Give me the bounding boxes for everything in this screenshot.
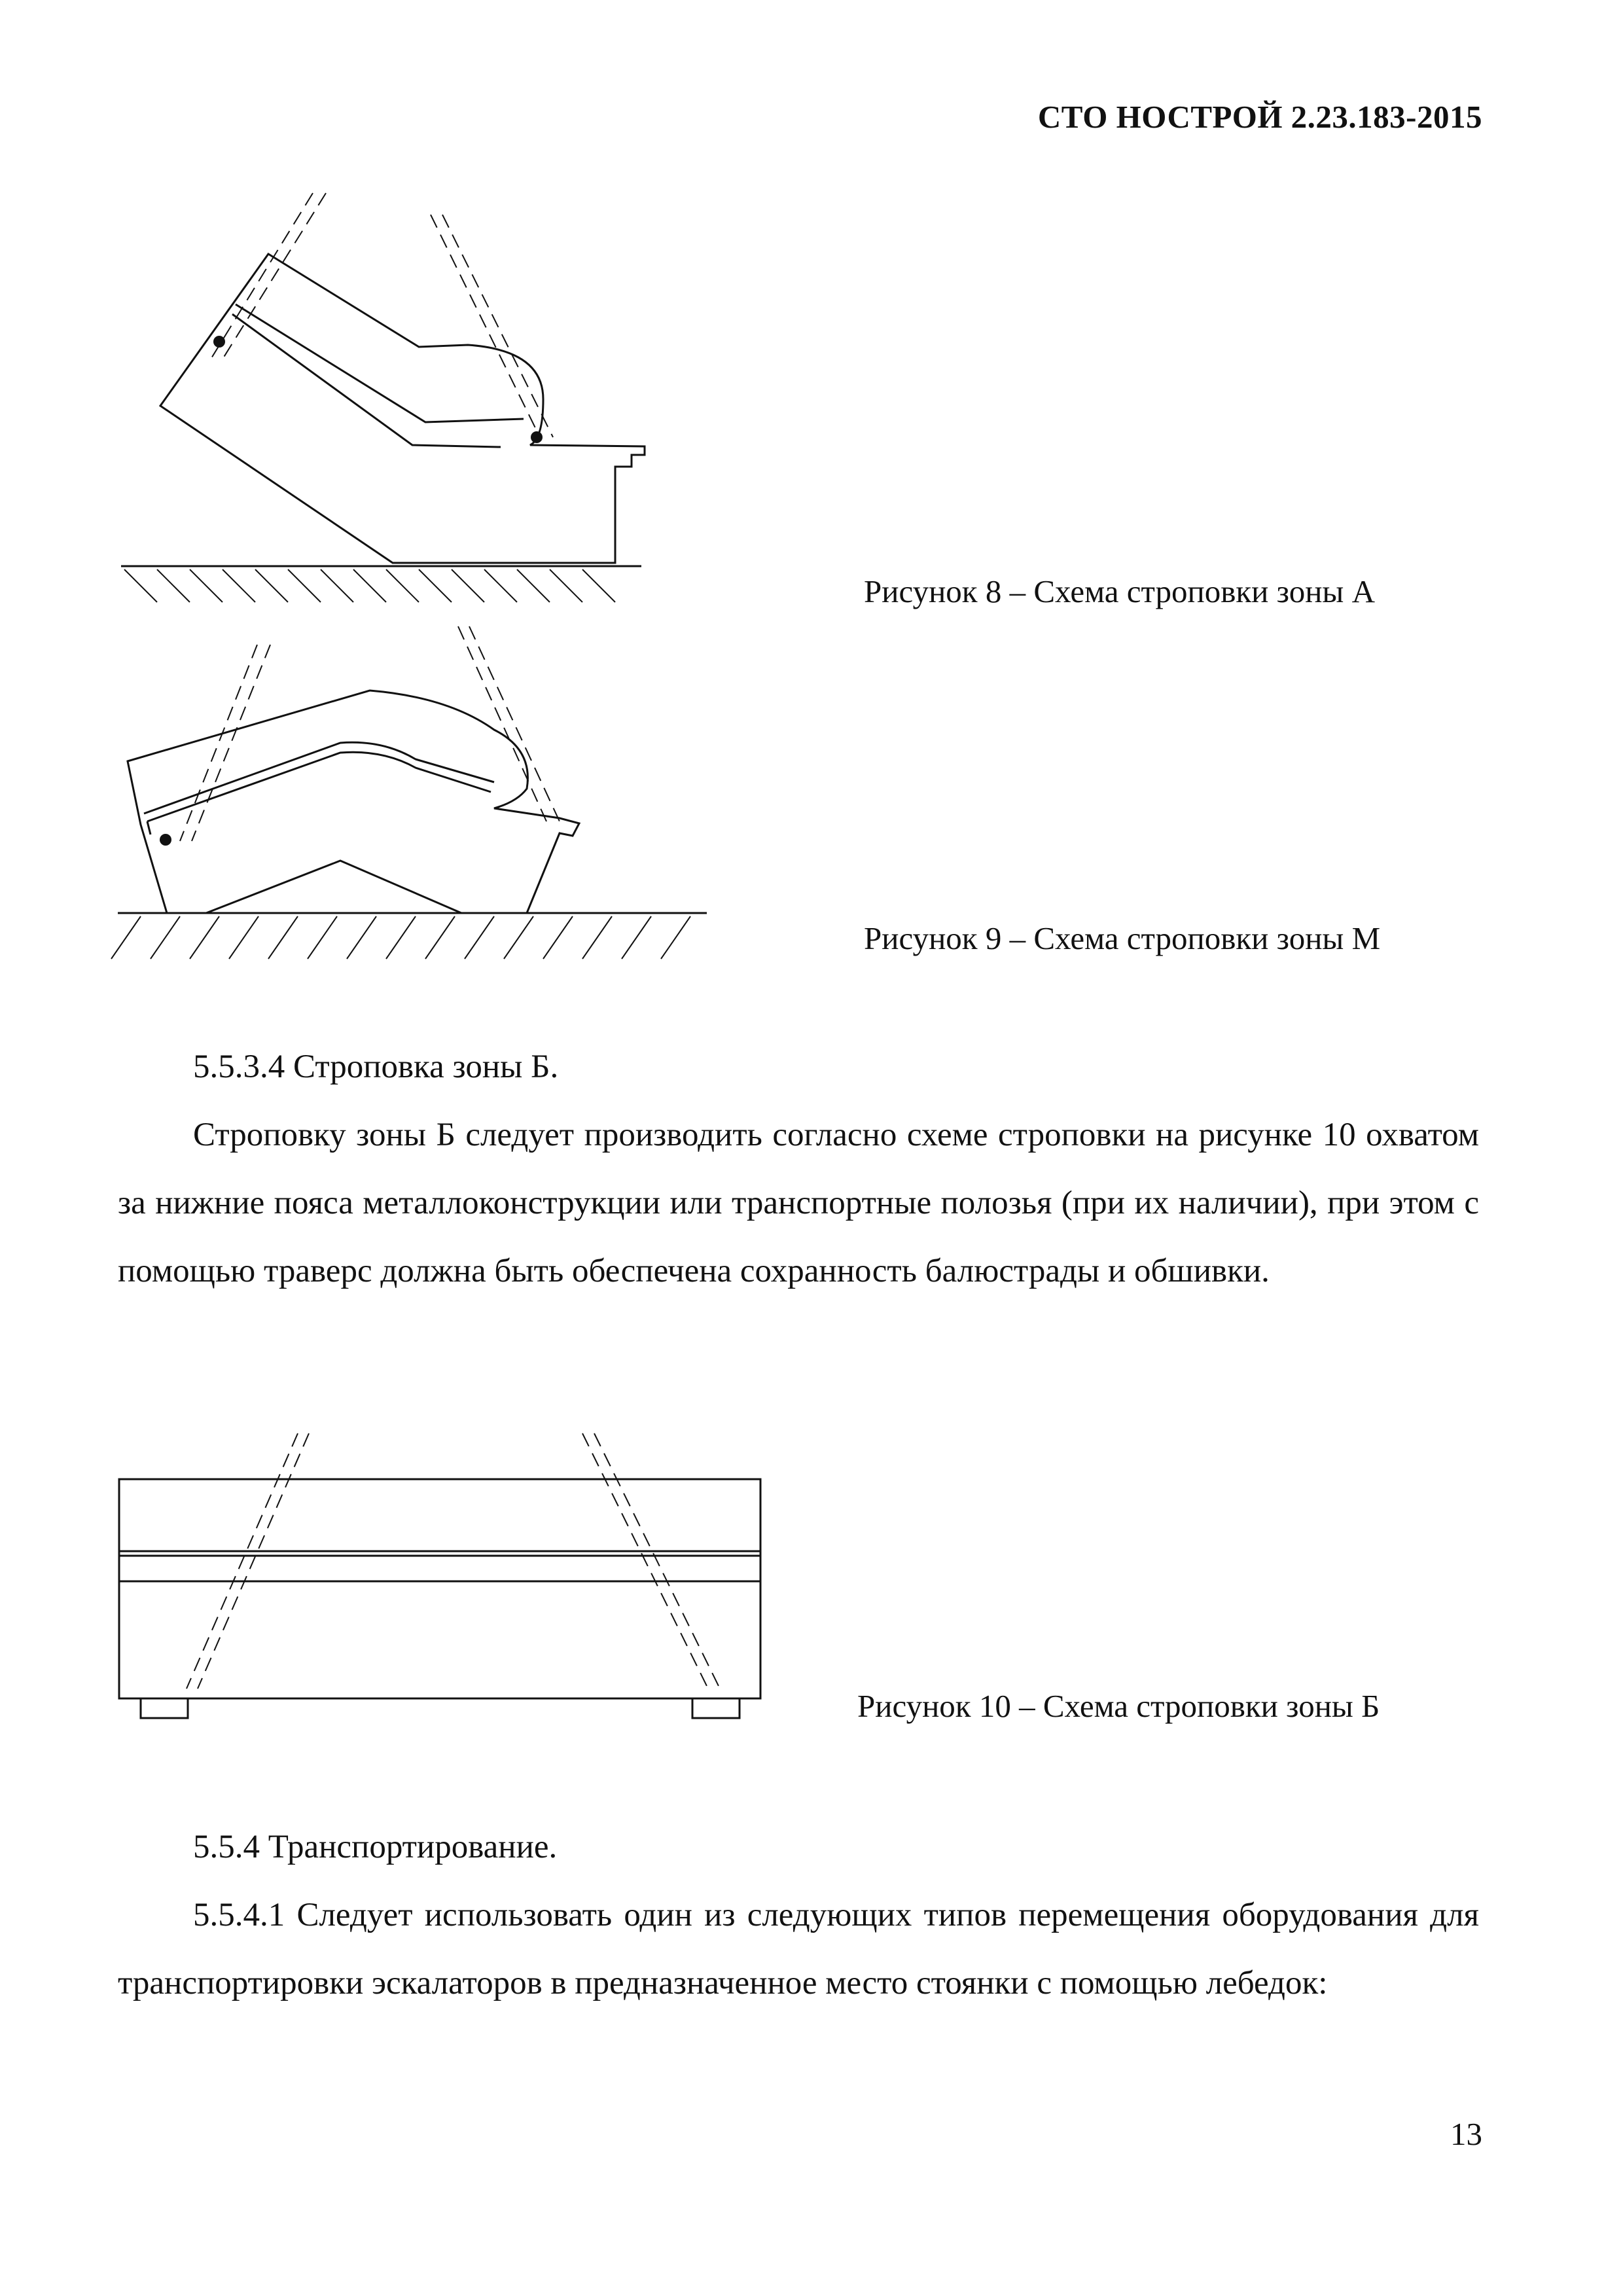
document-code-header: СТО НОСТРОЙ 2.23.183-2015	[1037, 99, 1482, 135]
section-5534-title: 5.5.3.4 Строповка зоны Б.	[193, 1049, 559, 1085]
figure-8-caption: Рисунок 8 – Схема строповки зоны А	[864, 573, 1375, 609]
page-number: 13	[1450, 2116, 1482, 2152]
figure-9-diagram	[108, 625, 717, 972]
section-5534-paragraph: Строповку зоны Б следует производить согласно схеме строповки на рисунке 10 охватом за нижние пояса металлоконструкции или транспортные полозья (при их наличии), при этом с помощью траверс должна быть обеспечена сохранность балюстрады и обшивки.	[118, 1117, 1479, 1289]
section-5541-paragraph: 5.5.4.1 Следует использовать один из следующих типов перемещения оборудования для транспортировки эскалаторов в предназначенное место стоянки с помощью лебедок:	[118, 1897, 1479, 2001]
section-554-title: 5.5.4 Транспортирование.	[193, 1829, 558, 1865]
figure-10-diagram	[111, 1427, 779, 1741]
figure-8-diagram	[111, 190, 674, 622]
figure-10-caption: Рисунок 10 – Схема строповки зоны Б	[857, 1688, 1380, 1724]
figure-9-caption: Рисунок 9 – Схема строповки зоны М	[864, 920, 1381, 956]
